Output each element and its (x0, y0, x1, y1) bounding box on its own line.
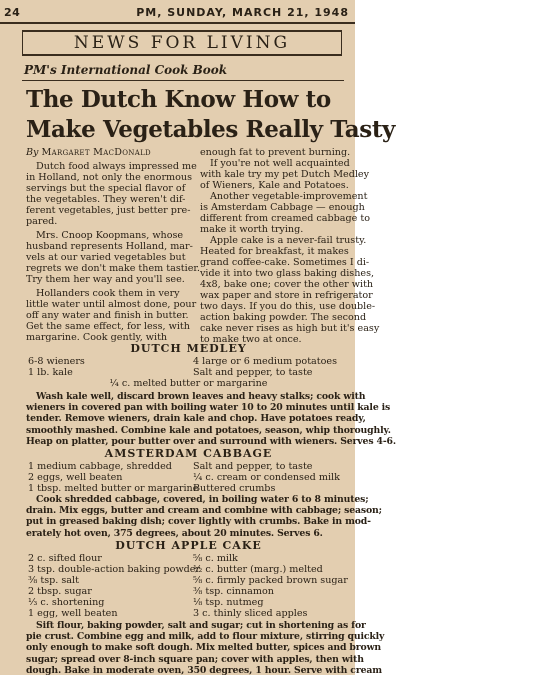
article-line: ferent vegetables, just better pre- (26, 205, 191, 216)
page-number: 24 (4, 6, 21, 19)
recipe-method-cabbage (26, 494, 382, 539)
ingredient: ⅓ c. shortening (28, 597, 105, 608)
ingredient-list-right (193, 356, 337, 378)
method-line: only enough to make soft dough. Mix melted butter, spices and brown (26, 642, 382, 654)
ingredient-list-left (28, 461, 198, 494)
ingredient: ⅝ c. milk (193, 553, 238, 564)
article-line: Apple cake is a never-fail trusty. (210, 235, 367, 246)
article-line: grand coffee-cake. Sometimes I di- (200, 257, 370, 268)
article-line: of Wieners, Kale and Potatoes. (200, 180, 349, 191)
article-line: If you're not well acquainted (210, 158, 350, 169)
ingredient-list-left (28, 356, 85, 378)
article-line: cake never rises as high but it's easy (200, 323, 380, 334)
article-line: is Amsterdam Cabbage — enough (200, 202, 365, 213)
method-line: tender. Remove wieners, drain kale and chop. Have potatoes ready, (26, 413, 366, 425)
article-line: to make two at once. (200, 334, 302, 345)
article-line: in Holland, not only the enormous (26, 172, 193, 183)
method-line: pie crust. Combine egg and milk, add to flour mixture, stirring quickly (26, 631, 385, 643)
ingredient: ⅝ c. firmly packed brown sugar (193, 575, 348, 586)
method-line: Heap on platter, pour butter over and surround with wieners. Serves 4-6. (26, 435, 396, 447)
ingredient: 1 egg, well beaten (28, 608, 118, 619)
recipe-method-medley (26, 391, 396, 447)
series-title: PM's International Cook Book (24, 63, 228, 77)
article-line: with kale try my pet Dutch Medley (200, 169, 370, 180)
article-column-right (200, 147, 380, 345)
article-line: 4x8, bake one; cover the other with (200, 279, 374, 290)
article-line: off any water and finish in butter. (26, 310, 189, 321)
recipe-title-cabbage: AMSTERDAM CABBAGE (104, 447, 273, 460)
article-line: Hollanders cook them in very (36, 288, 180, 299)
recipe-method-apple-cake (26, 620, 385, 676)
ingredient-list-left (28, 553, 200, 619)
article-line: wax paper and store in refrigerator (200, 290, 373, 301)
recipe-title-apple-cake: DUTCH APPLE CAKE (115, 539, 262, 552)
article-line: action baking powder. The second (200, 312, 367, 323)
method-line: Wash kale well, discard brown leaves and heavy stalks; cook with (36, 391, 366, 402)
method-line: put in greased baking dish; cover lightly with crumbs. Bake in mod- (26, 516, 371, 528)
ingredient: Salt and pepper, to taste (193, 367, 313, 378)
page-header (0, 4, 355, 22)
method-line: erately hot oven, 375 degrees, about 20 minutes. Serves 6. (26, 527, 323, 539)
ingredient-list-right (193, 461, 340, 494)
article-line: vels at our varied vegetables but (26, 252, 186, 263)
method-line: wieners in covered pan with boiling water 10 to 20 minutes until kale is (26, 402, 391, 414)
series-rule (22, 80, 344, 81)
ingredient: 6-8 wieners (28, 356, 85, 367)
author-name: Margaret MacDonald (41, 147, 151, 158)
article-line: servings but the special flavor of (26, 183, 186, 194)
ingredient: ⅛ tsp. nutmeg (193, 597, 264, 608)
article-line: make it worth trying. (200, 224, 304, 235)
ingredient: 4 large or 6 medium potatoes (193, 356, 337, 367)
publication-date: PM, SUNDAY, MARCH 21, 1948 (136, 6, 349, 19)
article-line: regrets we don't make them tastier. (26, 263, 200, 274)
ingredient: ½ c. butter (marg.) melted (193, 564, 323, 575)
ingredient: Buttered crumbs (193, 483, 276, 494)
article-column-left (26, 147, 200, 343)
article-line: Dutch food always impressed me (36, 161, 197, 172)
article-line: Heated for breakfast, it makes (200, 246, 349, 257)
article-line: the vegetables. They weren't dif- (26, 194, 186, 205)
method-line: smoothly mashed. Combine kale and potatoes, season, whip thoroughly. (26, 424, 391, 436)
article-line: Mrs. Cnoop Koopmans, whose (36, 230, 184, 241)
ingredient: 2 tbsp. sugar (28, 586, 92, 597)
ingredient: 1 lb. kale (28, 367, 73, 378)
header-rule (0, 22, 355, 24)
recipe-title-medley: DUTCH MEDLEY (130, 342, 247, 355)
article-line: different from creamed cabbage to (200, 213, 371, 224)
byline: By Margaret MacDonald (26, 147, 151, 158)
ingredient: 2 c. sifted flour (28, 553, 102, 564)
article-line: margarine. Cook gently, with (26, 332, 168, 343)
ingredient: 1 medium cabbage, shredded (28, 461, 172, 472)
ingredient: 2 eggs, well beaten (28, 472, 123, 483)
ingredient: 3 tsp. double-action baking powder (28, 564, 201, 575)
method-line: Sift flour, baking powder, salt and sugar; cut in shortening as for (36, 620, 366, 631)
ingredient: ⅜ tsp. salt (28, 575, 79, 586)
ingredient: ¼ c. melted butter or margarine (109, 378, 268, 389)
article-line: two days. If you do this, use double- (200, 301, 376, 312)
ingredient: ⅜ tsp. cinnamon (193, 586, 274, 597)
ingredient: Salt and pepper, to taste (193, 461, 313, 472)
article-line: Another vegetable-improvement (210, 191, 368, 202)
ingredient-list-right (193, 553, 348, 619)
method-line: Cook shredded cabbage, covered, in boiling water 6 to 8 minutes; (36, 494, 369, 505)
method-line: sugar; spread over 8-inch square pan; cover with apples, then with (26, 653, 364, 665)
article-line: vide it into two glass baking dishes, (200, 268, 375, 279)
method-line: dough. Bake in moderate oven, 350 degrees, 1 hour. Serve with cream (26, 664, 382, 676)
ingredient: 3 c. thinly sliced apples (193, 608, 308, 619)
method-line: drain. Mix eggs, butter and cream and combine with cabbage; season; (26, 505, 382, 517)
headline-line: The Dutch Know How to (26, 86, 331, 113)
ingredient: 1 tbsp. melted butter or margarine (28, 483, 199, 494)
article-line: little water until almost done, pour (26, 299, 197, 310)
article-line: pared. (26, 216, 58, 227)
section-title: NEWS FOR LIVING (22, 30, 342, 56)
article-line: Try them her way and you'll see. (26, 274, 185, 285)
article-line: enough fat to prevent burning. (200, 147, 351, 158)
ingredient: ¼ c. cream or condensed milk (193, 472, 340, 483)
article-line: husband represents Holland, mar- (26, 241, 193, 252)
headline-line: Make Vegetables Really Tasty (26, 116, 396, 143)
article-line: Get the same effect, for less, with (26, 321, 190, 332)
